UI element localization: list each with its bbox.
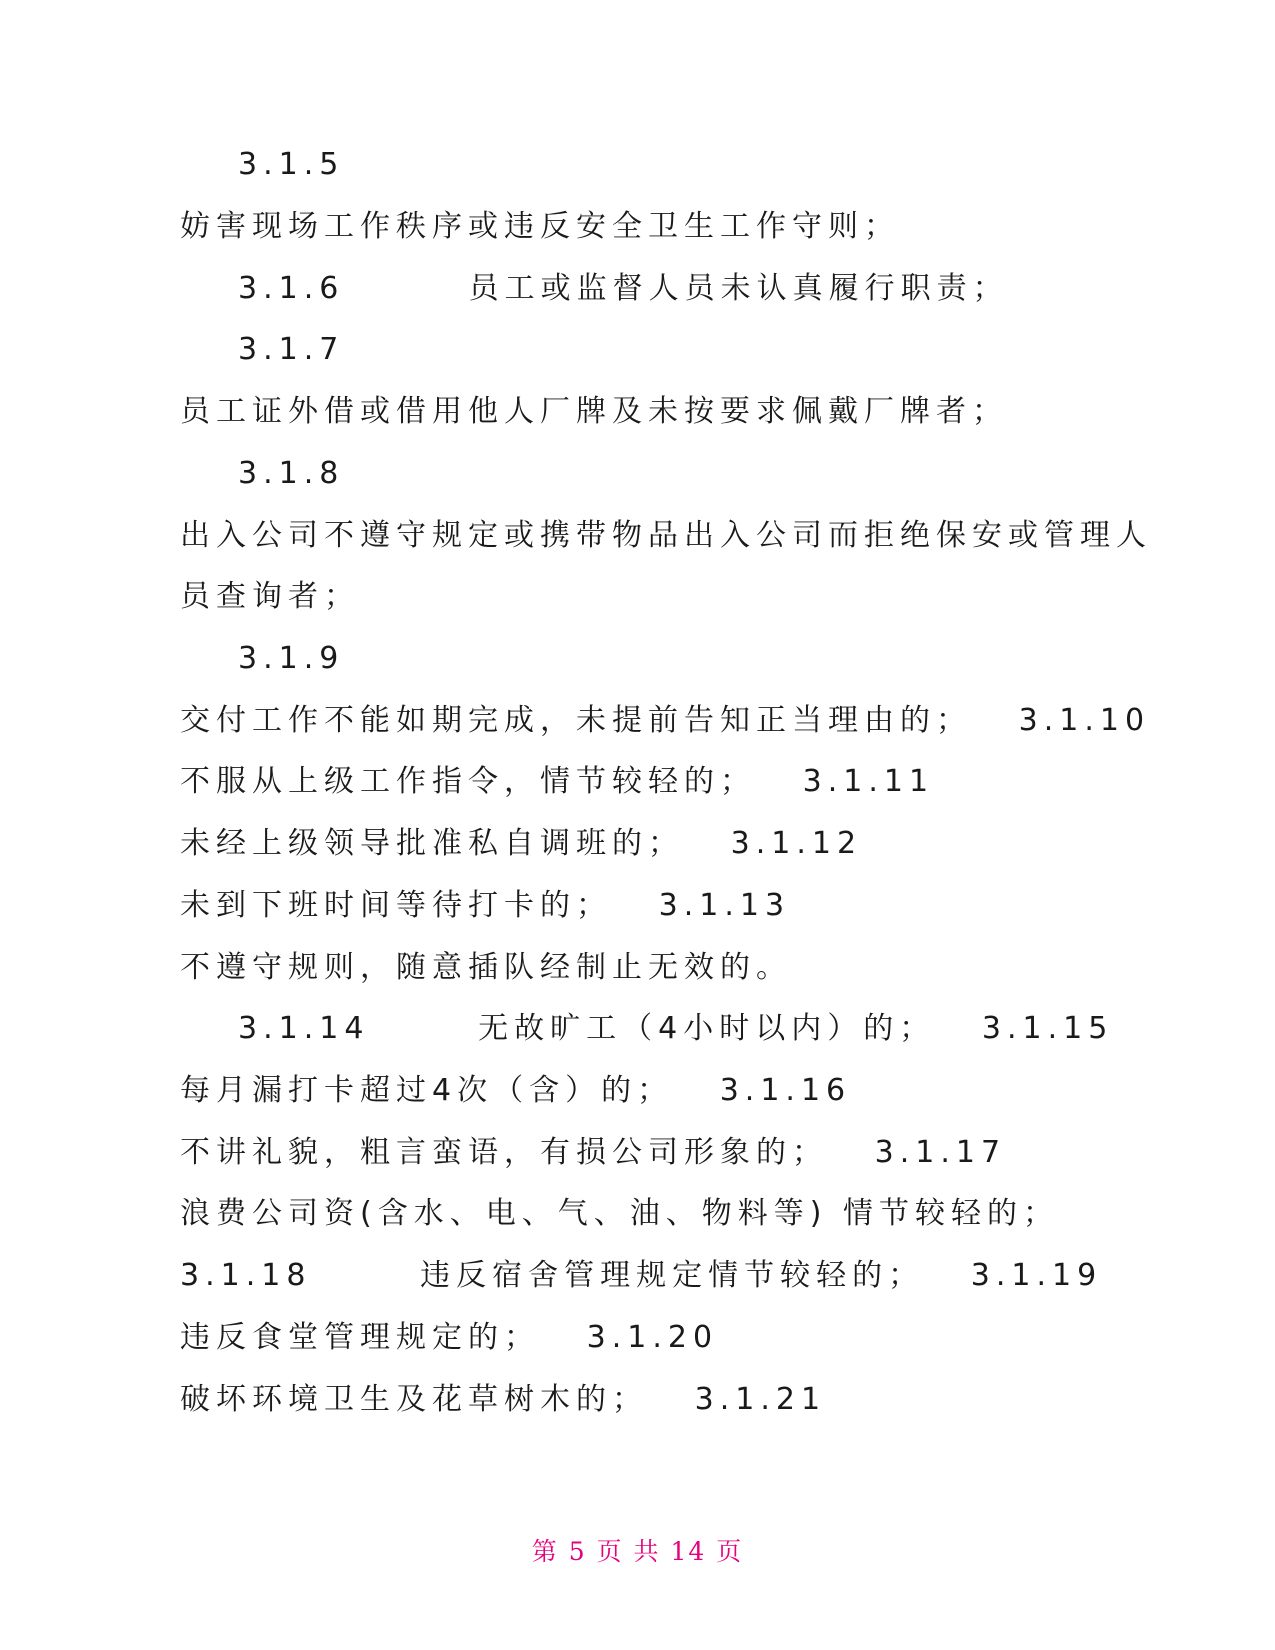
text-line: 员工证外借或借用他人厂牌及未按要求佩戴厂牌者； xyxy=(180,394,1008,429)
text-line: 3.1.18 违反宿舍管理规定情节较轻的； 3.1.19 xyxy=(180,1258,1103,1293)
text-line: 3.1.14 无故旷工（4小时以内）的； 3.1.15 xyxy=(238,1011,1114,1046)
text-line: 不服从上级工作指令，情节较轻的； 3.1.11 xyxy=(180,764,935,799)
text-line: 每月漏打卡超过4次（含）的； 3.1.16 xyxy=(180,1073,852,1108)
page-number-footer: 第 5 页 共 14 页 xyxy=(531,1537,744,1566)
text-line: 3.1.6 员工或监督人员未认真履行职责； xyxy=(238,271,1009,306)
text-line: 违反食堂管理规定的； 3.1.20 xyxy=(180,1320,719,1355)
text-line: 交付工作不能如期完成，未提前告知正当理由的； 3.1.10 xyxy=(180,703,1151,738)
text-line: 浪费公司资(含水、电、气、油、物料等) 情节较轻的； xyxy=(180,1196,1059,1231)
text-line: 不讲礼貌，粗言蛮语，有损公司形象的； 3.1.17 xyxy=(180,1135,1007,1170)
text-line: 妨害现场工作秩序或违反安全卫生工作守则； xyxy=(180,209,900,244)
text-line: 破坏环境卫生及花草树木的； 3.1.21 xyxy=(180,1382,827,1417)
text-line: 3.1.5 xyxy=(238,147,345,182)
text-line: 未到下班时间等待打卡的； 3.1.13 xyxy=(180,888,791,923)
text-line: 3.1.9 xyxy=(238,641,345,676)
text-line: 未经上级领导批准私自调班的； 3.1.12 xyxy=(180,826,863,861)
text-line: 员查询者； xyxy=(180,579,360,614)
text-line: 3.1.7 xyxy=(238,332,345,367)
text-line: 3.1.8 xyxy=(238,456,345,491)
text-line: 出入公司不遵守规定或携带物品出入公司而拒绝保安或管理人 xyxy=(180,518,1152,553)
text-line: 不遵守规则，随意插队经制止无效的。 xyxy=(180,950,792,985)
